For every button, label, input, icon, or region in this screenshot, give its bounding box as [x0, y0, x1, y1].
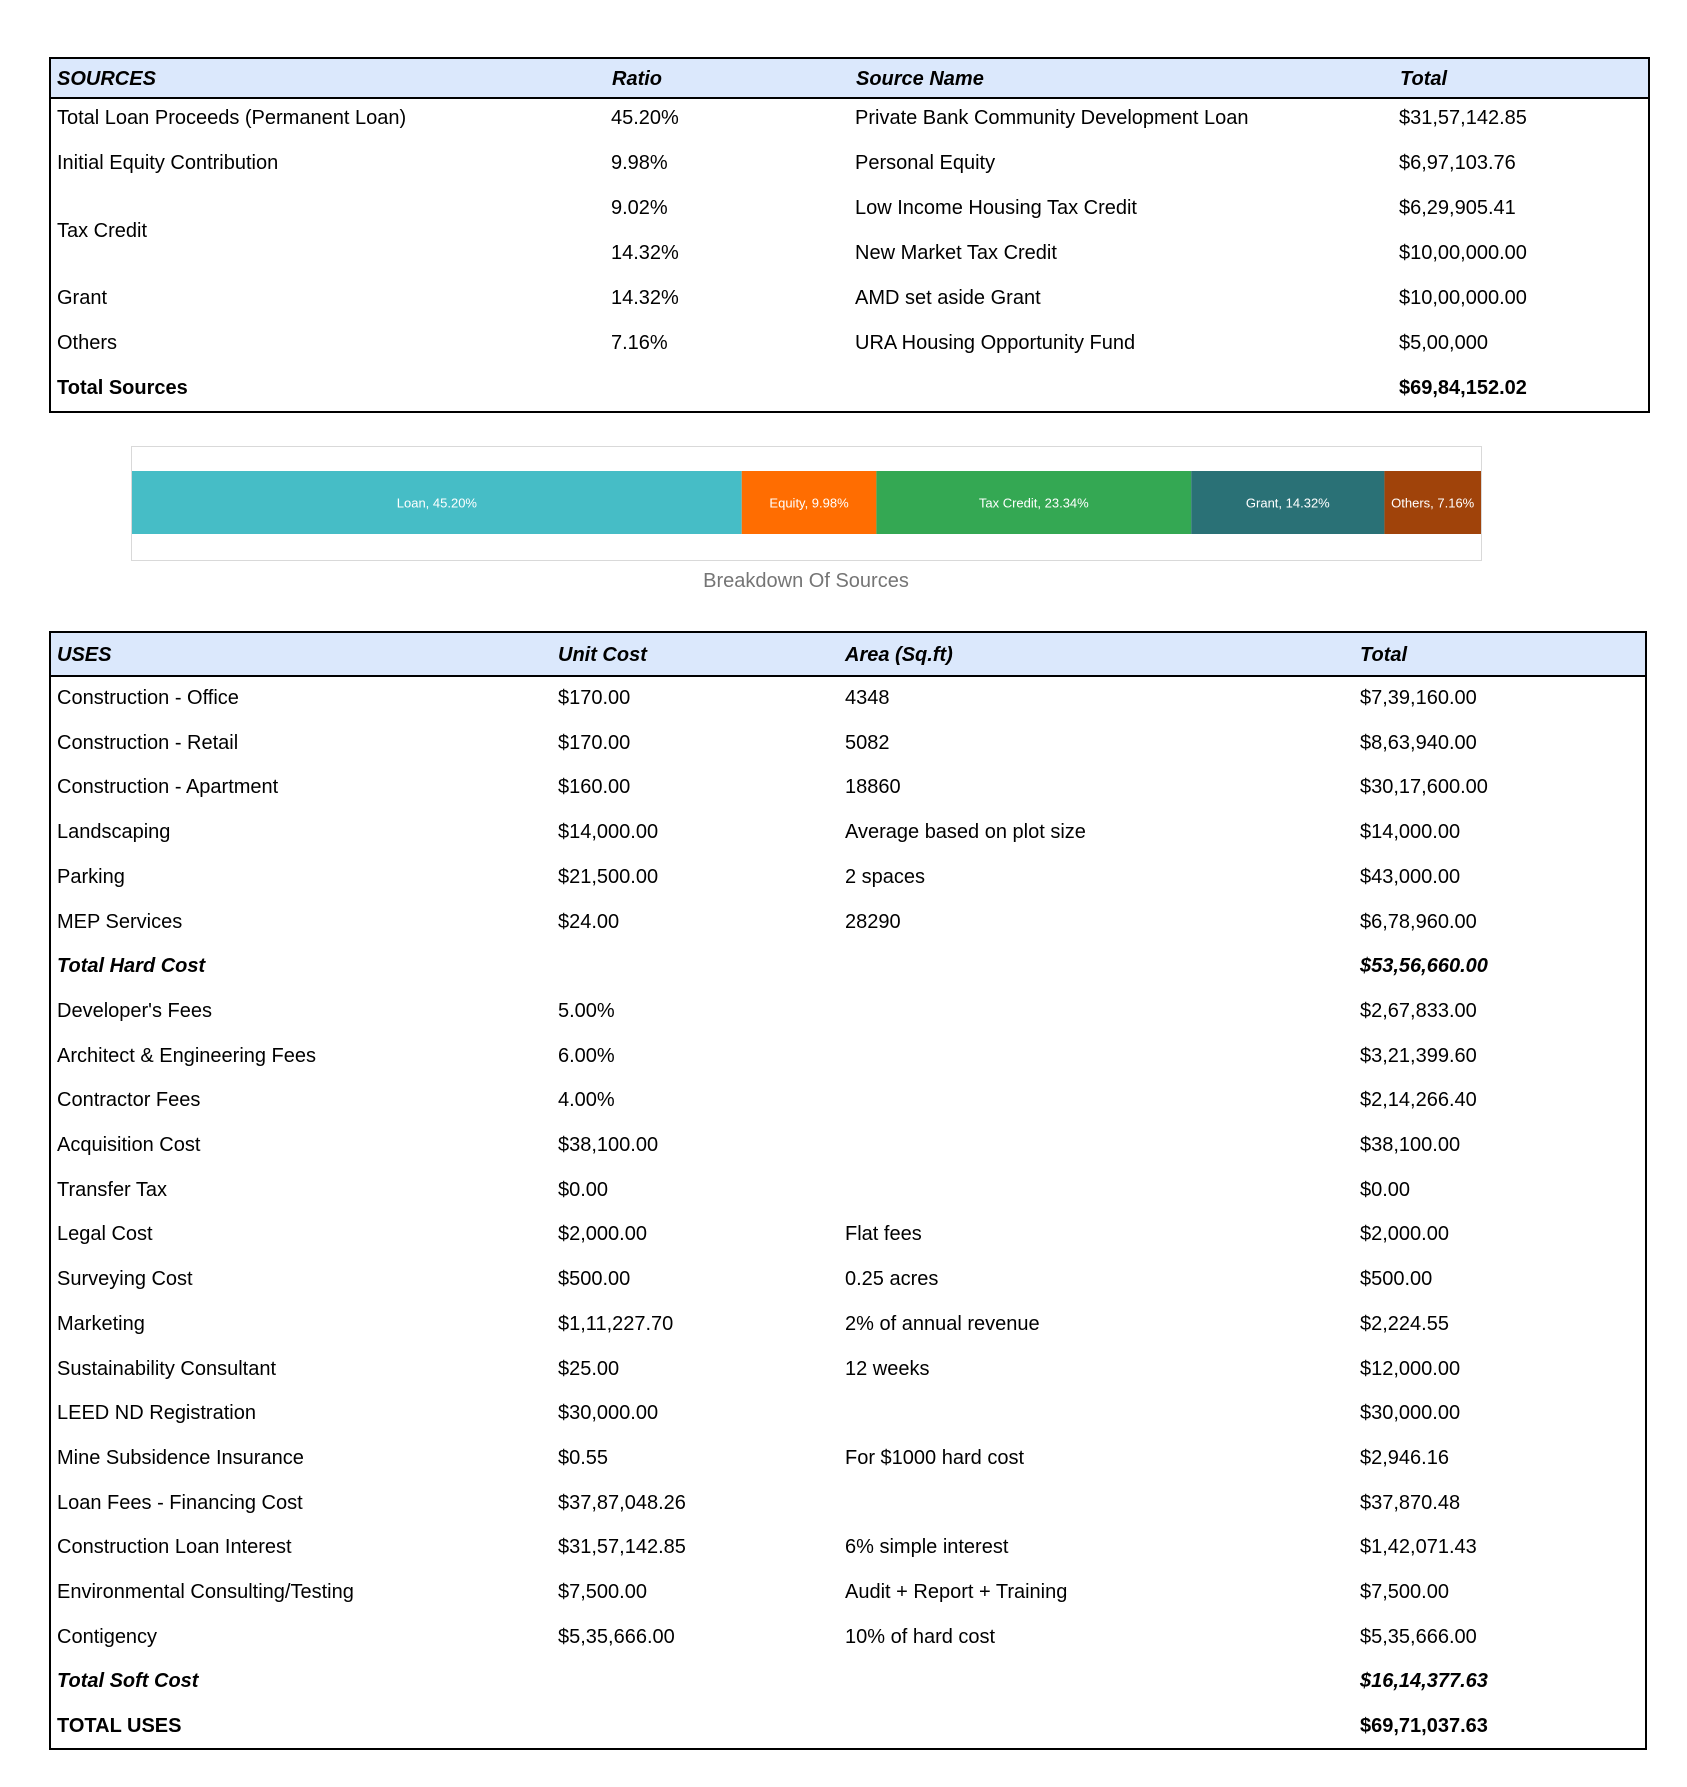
use-unit-cost: $25.00 [558, 1357, 620, 1380]
use-unit-cost: 5.00% [558, 999, 615, 1022]
stacked-bar-svg [132, 447, 1481, 560]
sources-header-source-name: Source Name [856, 68, 984, 90]
source-ratio: 14.32% [611, 287, 679, 309]
source-total: $5,00,000 [1399, 332, 1488, 354]
use-area: 5082 [845, 731, 890, 754]
sources-breakdown-chart [131, 446, 1482, 561]
use-unit-cost: $1,11,227.70 [558, 1312, 674, 1335]
use-item: Construction - Office [57, 687, 239, 709]
use-item: MEP Services [57, 910, 183, 933]
source-total: $6,97,103.76 [1399, 152, 1516, 174]
source-name: Low Income Housing Tax Credit [855, 197, 1137, 219]
use-unit-cost: $500.00 [558, 1268, 631, 1291]
use-area: Audit + Report + Training [845, 1581, 1068, 1603]
use-item: Parking [57, 865, 125, 888]
use-total: $12,000.00 [1360, 1357, 1461, 1380]
use-total: $500.00 [1360, 1268, 1433, 1291]
source-name: New Market Tax Credit [855, 242, 1057, 264]
uses-header-uses: USES [57, 644, 112, 666]
sources-total-label: Total Sources [57, 377, 188, 399]
use-item: Legal Cost [57, 1223, 153, 1246]
source-name: Private Bank Community Development Loan [855, 107, 1249, 129]
use-unit-cost: $5,35,666.00 [558, 1625, 675, 1648]
source-name: AMD set aside Grant [855, 287, 1041, 309]
use-unit-cost: $170.00 [558, 687, 631, 709]
use-unit-cost: 4.00% [558, 1089, 615, 1112]
bar-segment-label: Others, 7.16% [1391, 495, 1475, 511]
source-category-tax-credit: Tax Credit [57, 220, 148, 242]
use-total: $30,17,600.00 [1360, 776, 1488, 799]
source-name: URA Housing Opportunity Fund [855, 332, 1136, 354]
use-unit-cost: $7,500.00 [558, 1581, 647, 1603]
use-item: Sustainability Consultant [57, 1357, 277, 1380]
source-total: $10,00,000.00 [1399, 242, 1527, 264]
use-unit-cost: $160.00 [558, 776, 631, 799]
source-total: $31,57,142.85 [1399, 107, 1527, 129]
bar-segment-label: Grant, 14.32% [1245, 495, 1330, 511]
use-unit-cost: $31,57,142.85 [558, 1536, 686, 1559]
use-unit-cost: $170.00 [558, 731, 631, 754]
use-area: 18860 [845, 776, 901, 799]
source-category: Grant [57, 287, 108, 309]
use-total: $7,39,160.00 [1360, 687, 1477, 709]
use-total: $38,100.00 [1360, 1134, 1461, 1156]
uses-header-row [51, 633, 1645, 677]
use-area: Average based on plot size [845, 821, 1086, 844]
use-area: 0.25 acres [845, 1268, 939, 1291]
uses-table [49, 631, 1647, 1750]
use-item: Construction - Retail [57, 731, 239, 754]
use-item: Marketing [57, 1312, 145, 1335]
use-unit-cost: $24.00 [558, 910, 620, 933]
use-item: Contigency [57, 1625, 158, 1648]
bar-segment-label: Tax Credit, 23.34% [978, 495, 1089, 511]
use-unit-cost: $2,000.00 [558, 1223, 647, 1246]
use-area: 28290 [845, 910, 901, 933]
source-ratio: 45.20% [611, 107, 679, 129]
use-unit-cost: $0.55 [558, 1446, 609, 1469]
use-total: $69,71,037.63 [1360, 1715, 1488, 1738]
use-area: 2% of annual revenue [845, 1312, 1040, 1335]
use-item: Architect & Engineering Fees [57, 1044, 317, 1067]
use-item: Landscaping [57, 821, 171, 844]
source-ratio: 14.32% [611, 242, 679, 264]
use-total: $5,35,666.00 [1360, 1625, 1477, 1648]
uses-header-total: Total [1360, 644, 1408, 666]
use-item: Total Hard Cost [57, 955, 206, 978]
use-total: $16,14,377.63 [1360, 1670, 1488, 1693]
use-total: $2,14,266.40 [1360, 1089, 1477, 1112]
use-unit-cost: 6.00% [558, 1044, 615, 1067]
use-item: LEED ND Registration [57, 1402, 256, 1425]
sources-header-row [51, 59, 1648, 99]
source-total: $6,29,905.41 [1399, 197, 1516, 219]
source-total: $10,00,000.00 [1399, 287, 1527, 309]
use-total: $6,78,960.00 [1360, 910, 1477, 933]
use-item: Surveying Cost [57, 1268, 193, 1291]
use-area: Flat fees [845, 1223, 922, 1246]
sources-total-value: $69,84,152.02 [1399, 377, 1527, 399]
chart-title: Breakdown Of Sources [703, 570, 909, 592]
uses-header-unit-cost: Unit Cost [558, 644, 647, 666]
use-unit-cost: $21,500.00 [558, 865, 659, 888]
source-category: Total Loan Proceeds (Permanent Loan) [57, 107, 407, 129]
use-item: Construction Loan Interest [57, 1536, 292, 1559]
use-total: $2,946.16 [1360, 1446, 1449, 1469]
source-ratio: 7.16% [611, 332, 668, 354]
use-item: Developer's Fees [57, 999, 212, 1022]
use-total: $43,000.00 [1360, 865, 1461, 888]
use-unit-cost: $38,100.00 [558, 1134, 659, 1156]
use-total: $2,67,833.00 [1360, 999, 1477, 1022]
use-total: $3,21,399.60 [1360, 1044, 1477, 1067]
use-unit-cost: $30,000.00 [558, 1402, 659, 1425]
source-ratio: 9.98% [611, 152, 668, 174]
source-category: Initial Equity Contribution [57, 152, 279, 174]
use-item: TOTAL USES [57, 1715, 182, 1738]
sources-header-total: Total [1400, 68, 1448, 90]
use-item: Total Soft Cost [57, 1670, 199, 1693]
use-item: Transfer Tax [57, 1178, 168, 1201]
bar-segment-label: Loan, 45.20% [396, 495, 477, 511]
use-item: Contractor Fees [57, 1089, 201, 1112]
use-total: $1,42,071.43 [1360, 1536, 1477, 1559]
sources-table [49, 57, 1650, 413]
use-total: $37,870.48 [1360, 1491, 1461, 1514]
source-ratio: 9.02% [611, 197, 668, 219]
use-total: $8,63,940.00 [1360, 731, 1477, 754]
use-unit-cost: $0.00 [558, 1178, 609, 1201]
use-item: Acquisition Cost [57, 1134, 201, 1156]
source-category: Others [57, 332, 118, 354]
sources-header-sources: SOURCES [57, 68, 156, 90]
use-item: Loan Fees - Financing Cost [57, 1491, 303, 1514]
use-item: Environmental Consulting/Testing [57, 1581, 354, 1603]
use-unit-cost: $14,000.00 [558, 821, 659, 844]
use-item: Construction - Apartment [57, 776, 279, 799]
bar-segment-label: Equity, 9.98% [769, 495, 849, 511]
use-total: $2,224.55 [1360, 1312, 1449, 1335]
use-area: 12 weeks [845, 1357, 930, 1380]
use-area: 2 spaces [845, 865, 926, 888]
source-name: Personal Equity [855, 152, 996, 174]
use-area: 10% of hard cost [845, 1625, 996, 1648]
use-total: $53,56,660.00 [1360, 955, 1488, 978]
use-total: $14,000.00 [1360, 821, 1461, 844]
use-total: $7,500.00 [1360, 1581, 1449, 1603]
use-area: 4348 [845, 687, 890, 709]
use-total: $30,000.00 [1360, 1402, 1461, 1425]
use-area: For $1000 hard cost [845, 1446, 1024, 1469]
use-area: 6% simple interest [845, 1536, 1009, 1559]
use-total: $2,000.00 [1360, 1223, 1449, 1246]
use-item: Mine Subsidence Insurance [57, 1446, 304, 1469]
uses-header-area: Area (Sq.ft) [845, 644, 953, 666]
sources-header-ratio: Ratio [612, 68, 662, 90]
use-unit-cost: $37,87,048.26 [558, 1491, 686, 1514]
use-total: $0.00 [1360, 1178, 1411, 1201]
